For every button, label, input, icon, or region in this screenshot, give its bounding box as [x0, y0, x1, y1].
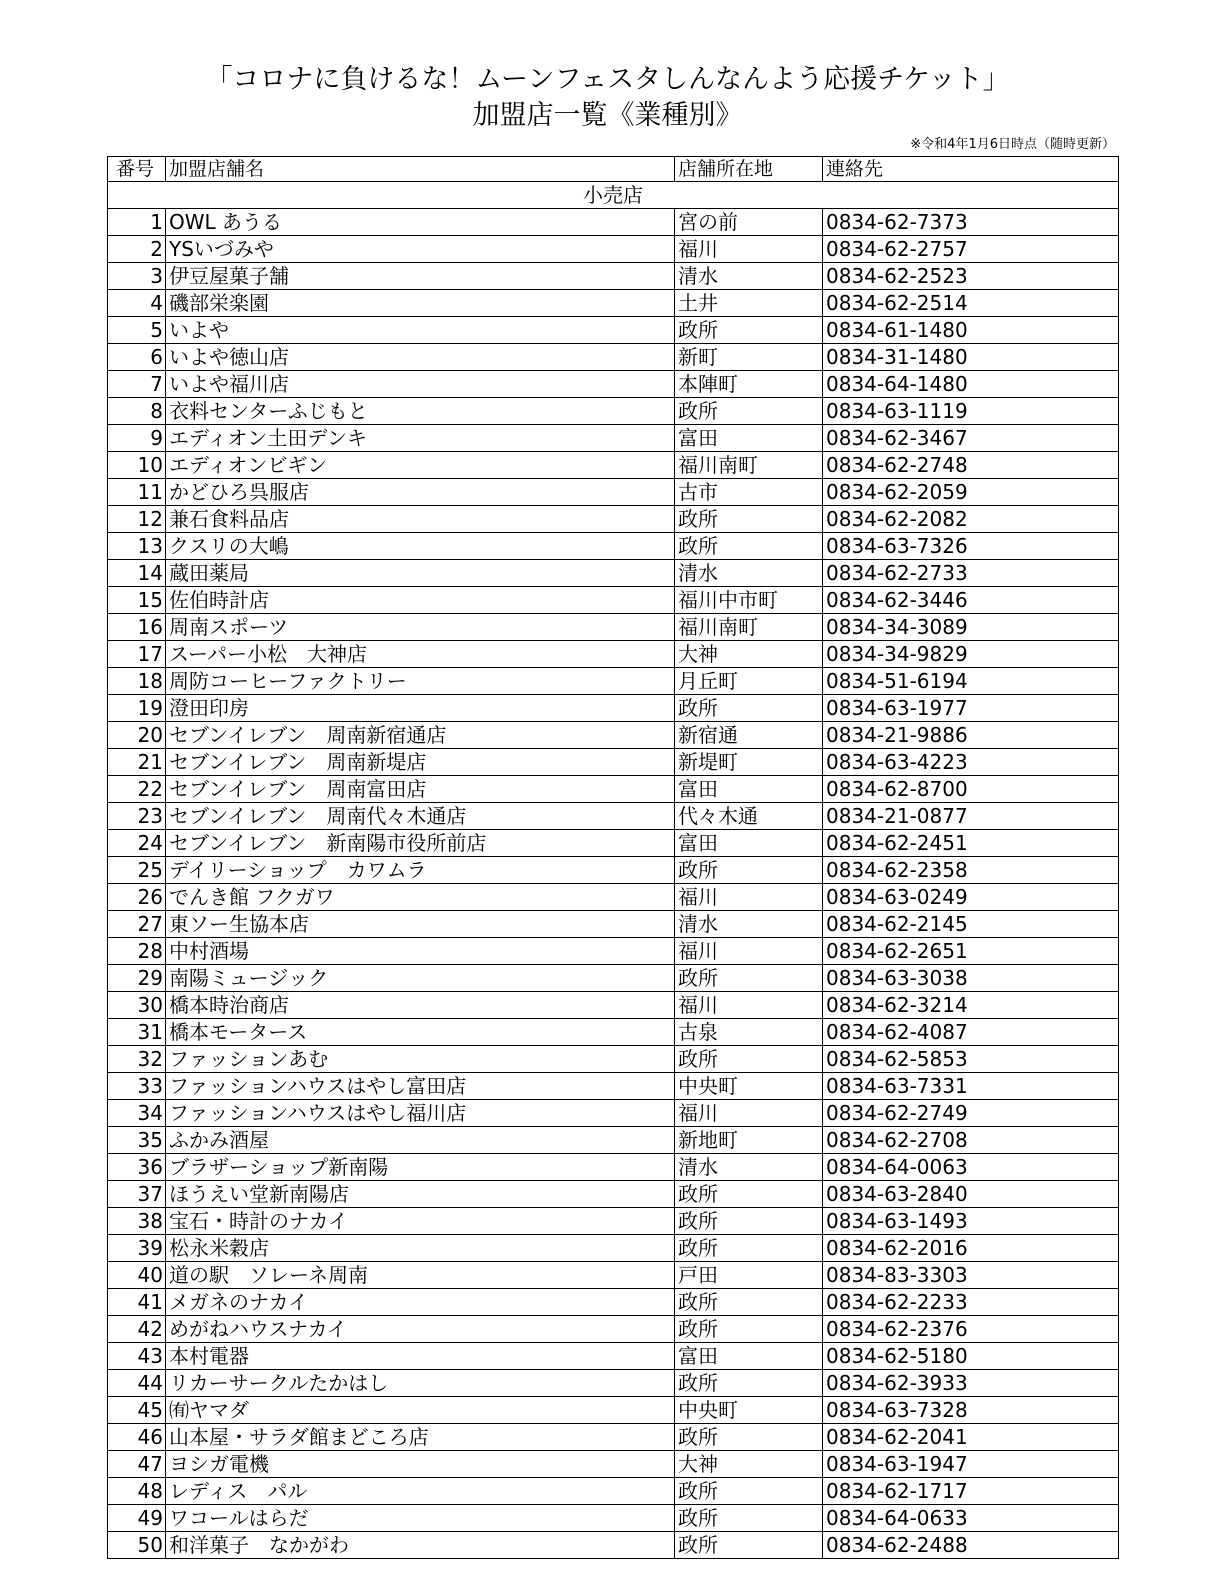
row-number: 9 — [108, 425, 166, 452]
store-name: 松永米穀店 — [166, 1235, 675, 1262]
store-location: 政所 — [675, 1181, 823, 1208]
table-row — [108, 236, 1119, 263]
store-name: セブンイレブン 周南富田店 — [166, 776, 675, 803]
table-row — [108, 1451, 1119, 1478]
store-location: 政所 — [675, 695, 823, 722]
store-location: 福川 — [675, 884, 823, 911]
header-contact: 連絡先 — [823, 157, 1119, 182]
store-phone: 0834-34-3089 — [823, 614, 1119, 641]
store-location: 福川 — [675, 992, 823, 1019]
store-location: 富田 — [675, 776, 823, 803]
store-phone: 0834-62-2488 — [823, 1532, 1119, 1559]
row-number: 3 — [108, 263, 166, 290]
store-phone: 0834-62-2523 — [823, 263, 1119, 290]
store-name: ほうえい堂新南陽店 — [166, 1181, 675, 1208]
store-name: ファッションハウスはやし富田店 — [166, 1073, 675, 1100]
store-name: 兼石食料品店 — [166, 506, 675, 533]
store-location: 清水 — [675, 1154, 823, 1181]
store-location: 中央町 — [675, 1073, 823, 1100]
table-row — [108, 1019, 1119, 1046]
table-row — [108, 1073, 1119, 1100]
store-name: 蔵田薬局 — [166, 560, 675, 587]
table-row — [108, 614, 1119, 641]
table-row — [108, 1154, 1119, 1181]
store-name: レディス パル — [166, 1478, 675, 1505]
store-name: めがねハウスナカイ — [166, 1316, 675, 1343]
row-number: 6 — [108, 344, 166, 371]
store-name: メガネのナカイ — [166, 1289, 675, 1316]
store-location: 福川南町 — [675, 452, 823, 479]
store-phone: 0834-62-3214 — [823, 992, 1119, 1019]
row-number: 7 — [108, 371, 166, 398]
store-phone: 0834-62-2708 — [823, 1127, 1119, 1154]
store-phone: 0834-62-1717 — [823, 1478, 1119, 1505]
store-name: 本村電器 — [166, 1343, 675, 1370]
store-location: 代々木通 — [675, 803, 823, 830]
row-number: 24 — [108, 830, 166, 857]
row-number: 48 — [108, 1478, 166, 1505]
store-location: 宮の前 — [675, 209, 823, 236]
store-name: ㈲ヤマダ — [166, 1397, 675, 1424]
store-name: 磯部栄楽園 — [166, 290, 675, 317]
store-location: 政所 — [675, 1505, 823, 1532]
store-location: 政所 — [675, 1532, 823, 1559]
store-phone: 0834-62-4087 — [823, 1019, 1119, 1046]
store-location: 富田 — [675, 830, 823, 857]
store-name: 佐伯時計店 — [166, 587, 675, 614]
store-phone: 0834-83-3303 — [823, 1262, 1119, 1289]
store-name: デイリーショップ カワムラ — [166, 857, 675, 884]
store-name: ファッションハウスはやし福川店 — [166, 1100, 675, 1127]
store-phone: 0834-62-2016 — [823, 1235, 1119, 1262]
store-location: 本陣町 — [675, 371, 823, 398]
store-name: かどひろ呉服店 — [166, 479, 675, 506]
row-number: 47 — [108, 1451, 166, 1478]
store-name: 和洋菓子 なかがわ — [166, 1532, 675, 1559]
row-number: 23 — [108, 803, 166, 830]
row-number: 37 — [108, 1181, 166, 1208]
store-phone: 0834-63-7326 — [823, 533, 1119, 560]
store-phone: 0834-62-2145 — [823, 911, 1119, 938]
table-row — [108, 587, 1119, 614]
store-name: でんき館 フクガワ — [166, 884, 675, 911]
store-location: 政所 — [675, 1208, 823, 1235]
table-row — [108, 749, 1119, 776]
row-number: 32 — [108, 1046, 166, 1073]
table-row — [108, 1262, 1119, 1289]
store-name: エディオンビギン — [166, 452, 675, 479]
row-number: 31 — [108, 1019, 166, 1046]
store-phone: 0834-62-2757 — [823, 236, 1119, 263]
header-location: 店舗所在地 — [675, 157, 823, 182]
row-number: 12 — [108, 506, 166, 533]
store-name: 橋本時治商店 — [166, 992, 675, 1019]
store-location: 政所 — [675, 317, 823, 344]
store-name: 南陽ミュージック — [166, 965, 675, 992]
store-name: リカーサークルたかはし — [166, 1370, 675, 1397]
table-row — [108, 209, 1119, 236]
table-row — [108, 1181, 1119, 1208]
table-row — [108, 1046, 1119, 1073]
table-row — [108, 317, 1119, 344]
category-row — [108, 182, 1119, 209]
row-number: 25 — [108, 857, 166, 884]
row-number: 4 — [108, 290, 166, 317]
row-number: 13 — [108, 533, 166, 560]
store-phone: 0834-62-7373 — [823, 209, 1119, 236]
store-location: 政所 — [675, 506, 823, 533]
store-name: ブラザーショップ新南陽 — [166, 1154, 675, 1181]
store-name: 衣料センターふじもと — [166, 398, 675, 425]
store-location: 福川 — [675, 1100, 823, 1127]
row-number: 27 — [108, 911, 166, 938]
store-location: 清水 — [675, 911, 823, 938]
store-name: いよや徳山店 — [166, 344, 675, 371]
row-number: 28 — [108, 938, 166, 965]
table-row — [108, 533, 1119, 560]
store-location: 清水 — [675, 263, 823, 290]
row-number: 21 — [108, 749, 166, 776]
row-number: 10 — [108, 452, 166, 479]
store-name: セブンイレブン 周南代々木通店 — [166, 803, 675, 830]
row-number: 50 — [108, 1532, 166, 1559]
table-row — [108, 992, 1119, 1019]
table-row — [108, 1424, 1119, 1451]
table-row — [108, 290, 1119, 317]
header-number: 番号 — [108, 157, 166, 182]
store-location: 政所 — [675, 1235, 823, 1262]
store-location: 土井 — [675, 290, 823, 317]
row-number: 30 — [108, 992, 166, 1019]
store-location: 清水 — [675, 560, 823, 587]
store-name: 伊豆屋菓子舗 — [166, 263, 675, 290]
table-row — [108, 1127, 1119, 1154]
store-phone: 0834-62-2451 — [823, 830, 1119, 857]
table-row — [108, 371, 1119, 398]
store-phone: 0834-63-7328 — [823, 1397, 1119, 1424]
store-phone: 0834-64-0063 — [823, 1154, 1119, 1181]
store-phone: 0834-34-9829 — [823, 641, 1119, 668]
table-row — [108, 560, 1119, 587]
table-row — [108, 1343, 1119, 1370]
store-phone: 0834-64-0633 — [823, 1505, 1119, 1532]
store-phone: 0834-62-2733 — [823, 560, 1119, 587]
store-location: 新町 — [675, 344, 823, 371]
store-phone: 0834-62-2041 — [823, 1424, 1119, 1451]
table-row — [108, 1370, 1119, 1397]
store-name: クスリの大嶋 — [166, 533, 675, 560]
store-phone: 0834-62-2514 — [823, 290, 1119, 317]
store-phone: 0834-62-2376 — [823, 1316, 1119, 1343]
store-location: 大神 — [675, 1451, 823, 1478]
store-phone: 0834-62-8700 — [823, 776, 1119, 803]
row-number: 38 — [108, 1208, 166, 1235]
store-location: 福川 — [675, 236, 823, 263]
store-location: 政所 — [675, 857, 823, 884]
row-number: 42 — [108, 1316, 166, 1343]
table-row — [108, 911, 1119, 938]
store-location: 富田 — [675, 425, 823, 452]
row-number: 16 — [108, 614, 166, 641]
row-number: 14 — [108, 560, 166, 587]
row-number: 40 — [108, 1262, 166, 1289]
document-title: 「コロナに負けるな！ムーンフェスタしんなんよう応援チケット」 — [205, 64, 1010, 95]
row-number: 35 — [108, 1127, 166, 1154]
store-phone: 0834-63-1977 — [823, 695, 1119, 722]
store-location: 新堤町 — [675, 749, 823, 776]
store-phone: 0834-62-2082 — [823, 506, 1119, 533]
row-number: 20 — [108, 722, 166, 749]
store-name: 周南スポーツ — [166, 614, 675, 641]
store-phone: 0834-62-3467 — [823, 425, 1119, 452]
table-row — [108, 668, 1119, 695]
store-location: 政所 — [675, 1370, 823, 1397]
store-phone: 0834-63-4223 — [823, 749, 1119, 776]
store-location: 大神 — [675, 641, 823, 668]
document-subtitle: 加盟店一覧《業種別》 — [472, 100, 743, 131]
row-number: 29 — [108, 965, 166, 992]
table-row — [108, 938, 1119, 965]
row-number: 15 — [108, 587, 166, 614]
store-location: 中央町 — [675, 1397, 823, 1424]
store-phone: 0834-62-3933 — [823, 1370, 1119, 1397]
store-name: 道の駅 ソレーネ周南 — [166, 1262, 675, 1289]
table-row — [108, 1208, 1119, 1235]
table-row — [108, 1532, 1119, 1559]
row-number: 49 — [108, 1505, 166, 1532]
store-name: 澄田印房 — [166, 695, 675, 722]
category-label: 小売店 — [108, 182, 1119, 209]
table-row — [108, 857, 1119, 884]
store-name: 中村酒場 — [166, 938, 675, 965]
row-number: 45 — [108, 1397, 166, 1424]
store-name: ヨシガ電機 — [166, 1451, 675, 1478]
row-number: 34 — [108, 1100, 166, 1127]
store-name: いよや福川店 — [166, 371, 675, 398]
store-name: 東ソー生協本店 — [166, 911, 675, 938]
store-name: ふかみ酒屋 — [166, 1127, 675, 1154]
header-row — [108, 157, 1119, 182]
table-row — [108, 776, 1119, 803]
row-number: 44 — [108, 1370, 166, 1397]
store-name: 周防コーヒーファクトリー — [166, 668, 675, 695]
store-phone: 0834-21-9886 — [823, 722, 1119, 749]
store-location: 政所 — [675, 1316, 823, 1343]
store-location: 政所 — [675, 1289, 823, 1316]
store-phone: 0834-61-1480 — [823, 317, 1119, 344]
store-location: 政所 — [675, 398, 823, 425]
table-row — [108, 425, 1119, 452]
table-row — [108, 263, 1119, 290]
store-phone: 0834-62-5853 — [823, 1046, 1119, 1073]
table-row — [108, 722, 1119, 749]
table-row — [108, 695, 1119, 722]
store-location: 新宿通 — [675, 722, 823, 749]
table-row — [108, 1505, 1119, 1532]
store-name: セブンイレブン 周南新堤店 — [166, 749, 675, 776]
header-name: 加盟店舗名 — [166, 157, 675, 182]
store-phone: 0834-63-2840 — [823, 1181, 1119, 1208]
store-location: 戸田 — [675, 1262, 823, 1289]
store-name: 宝石・時計のナカイ — [166, 1208, 675, 1235]
row-number: 46 — [108, 1424, 166, 1451]
row-number: 8 — [108, 398, 166, 425]
store-location: 新地町 — [675, 1127, 823, 1154]
table-row — [108, 803, 1119, 830]
update-note: ※令和4年1月6日時点（随時更新） — [910, 137, 1115, 152]
store-phone: 0834-62-2748 — [823, 452, 1119, 479]
store-location: 月丘町 — [675, 668, 823, 695]
store-location: 福川 — [675, 938, 823, 965]
table-row — [108, 965, 1119, 992]
store-location: 福川中市町 — [675, 587, 823, 614]
store-location: 政所 — [675, 1046, 823, 1073]
store-phone: 0834-62-5180 — [823, 1343, 1119, 1370]
store-table — [107, 156, 1119, 1559]
store-phone: 0834-62-3446 — [823, 587, 1119, 614]
row-number: 39 — [108, 1235, 166, 1262]
store-location: 政所 — [675, 533, 823, 560]
table-row — [108, 884, 1119, 911]
row-number: 19 — [108, 695, 166, 722]
store-phone: 0834-62-2059 — [823, 479, 1119, 506]
store-phone: 0834-31-1480 — [823, 344, 1119, 371]
store-location: 政所 — [675, 1478, 823, 1505]
row-number: 36 — [108, 1154, 166, 1181]
store-location: 政所 — [675, 965, 823, 992]
store-name: いよや — [166, 317, 675, 344]
store-location: 古市 — [675, 479, 823, 506]
table-row — [108, 641, 1119, 668]
store-phone: 0834-21-0877 — [823, 803, 1119, 830]
store-phone: 0834-63-3038 — [823, 965, 1119, 992]
store-location: 古泉 — [675, 1019, 823, 1046]
table-row — [108, 344, 1119, 371]
store-phone: 0834-62-2233 — [823, 1289, 1119, 1316]
store-phone: 0834-62-2749 — [823, 1100, 1119, 1127]
table-row — [108, 1100, 1119, 1127]
table-row — [108, 398, 1119, 425]
table-row — [108, 479, 1119, 506]
store-phone: 0834-63-7331 — [823, 1073, 1119, 1100]
store-location: 政所 — [675, 1424, 823, 1451]
row-number: 33 — [108, 1073, 166, 1100]
table-row — [108, 1478, 1119, 1505]
store-name: YSいづみや — [166, 236, 675, 263]
store-phone: 0834-51-6194 — [823, 668, 1119, 695]
store-phone: 0834-63-0249 — [823, 884, 1119, 911]
store-name: 橋本モータース — [166, 1019, 675, 1046]
row-number: 1 — [108, 209, 166, 236]
row-number: 18 — [108, 668, 166, 695]
row-number: 17 — [108, 641, 166, 668]
store-name: ワコールはらだ — [166, 1505, 675, 1532]
row-number: 5 — [108, 317, 166, 344]
store-name: スーパー小松 大神店 — [166, 641, 675, 668]
row-number: 22 — [108, 776, 166, 803]
row-number: 41 — [108, 1289, 166, 1316]
table-row — [108, 452, 1119, 479]
store-name: セブンイレブン 周南新宿通店 — [166, 722, 675, 749]
store-phone: 0834-63-1947 — [823, 1451, 1119, 1478]
table-row — [108, 1289, 1119, 1316]
store-phone: 0834-63-1119 — [823, 398, 1119, 425]
store-name: ファッションあむ — [166, 1046, 675, 1073]
row-number: 11 — [108, 479, 166, 506]
store-phone: 0834-62-2358 — [823, 857, 1119, 884]
store-phone: 0834-63-1493 — [823, 1208, 1119, 1235]
store-location: 富田 — [675, 1343, 823, 1370]
store-name: セブンイレブン 新南陽市役所前店 — [166, 830, 675, 857]
store-location: 福川南町 — [675, 614, 823, 641]
store-phone: 0834-64-1480 — [823, 371, 1119, 398]
row-number: 26 — [108, 884, 166, 911]
store-name: OWL あうる — [166, 209, 675, 236]
row-number: 2 — [108, 236, 166, 263]
table-row — [108, 830, 1119, 857]
store-phone: 0834-62-2651 — [823, 938, 1119, 965]
store-name: エディオン土田デンキ — [166, 425, 675, 452]
table-row — [108, 1397, 1119, 1424]
store-name: 山本屋・サラダ館まどころ店 — [166, 1424, 675, 1451]
table-row — [108, 1235, 1119, 1262]
row-number: 43 — [108, 1343, 166, 1370]
table-row — [108, 1316, 1119, 1343]
table-row — [108, 506, 1119, 533]
